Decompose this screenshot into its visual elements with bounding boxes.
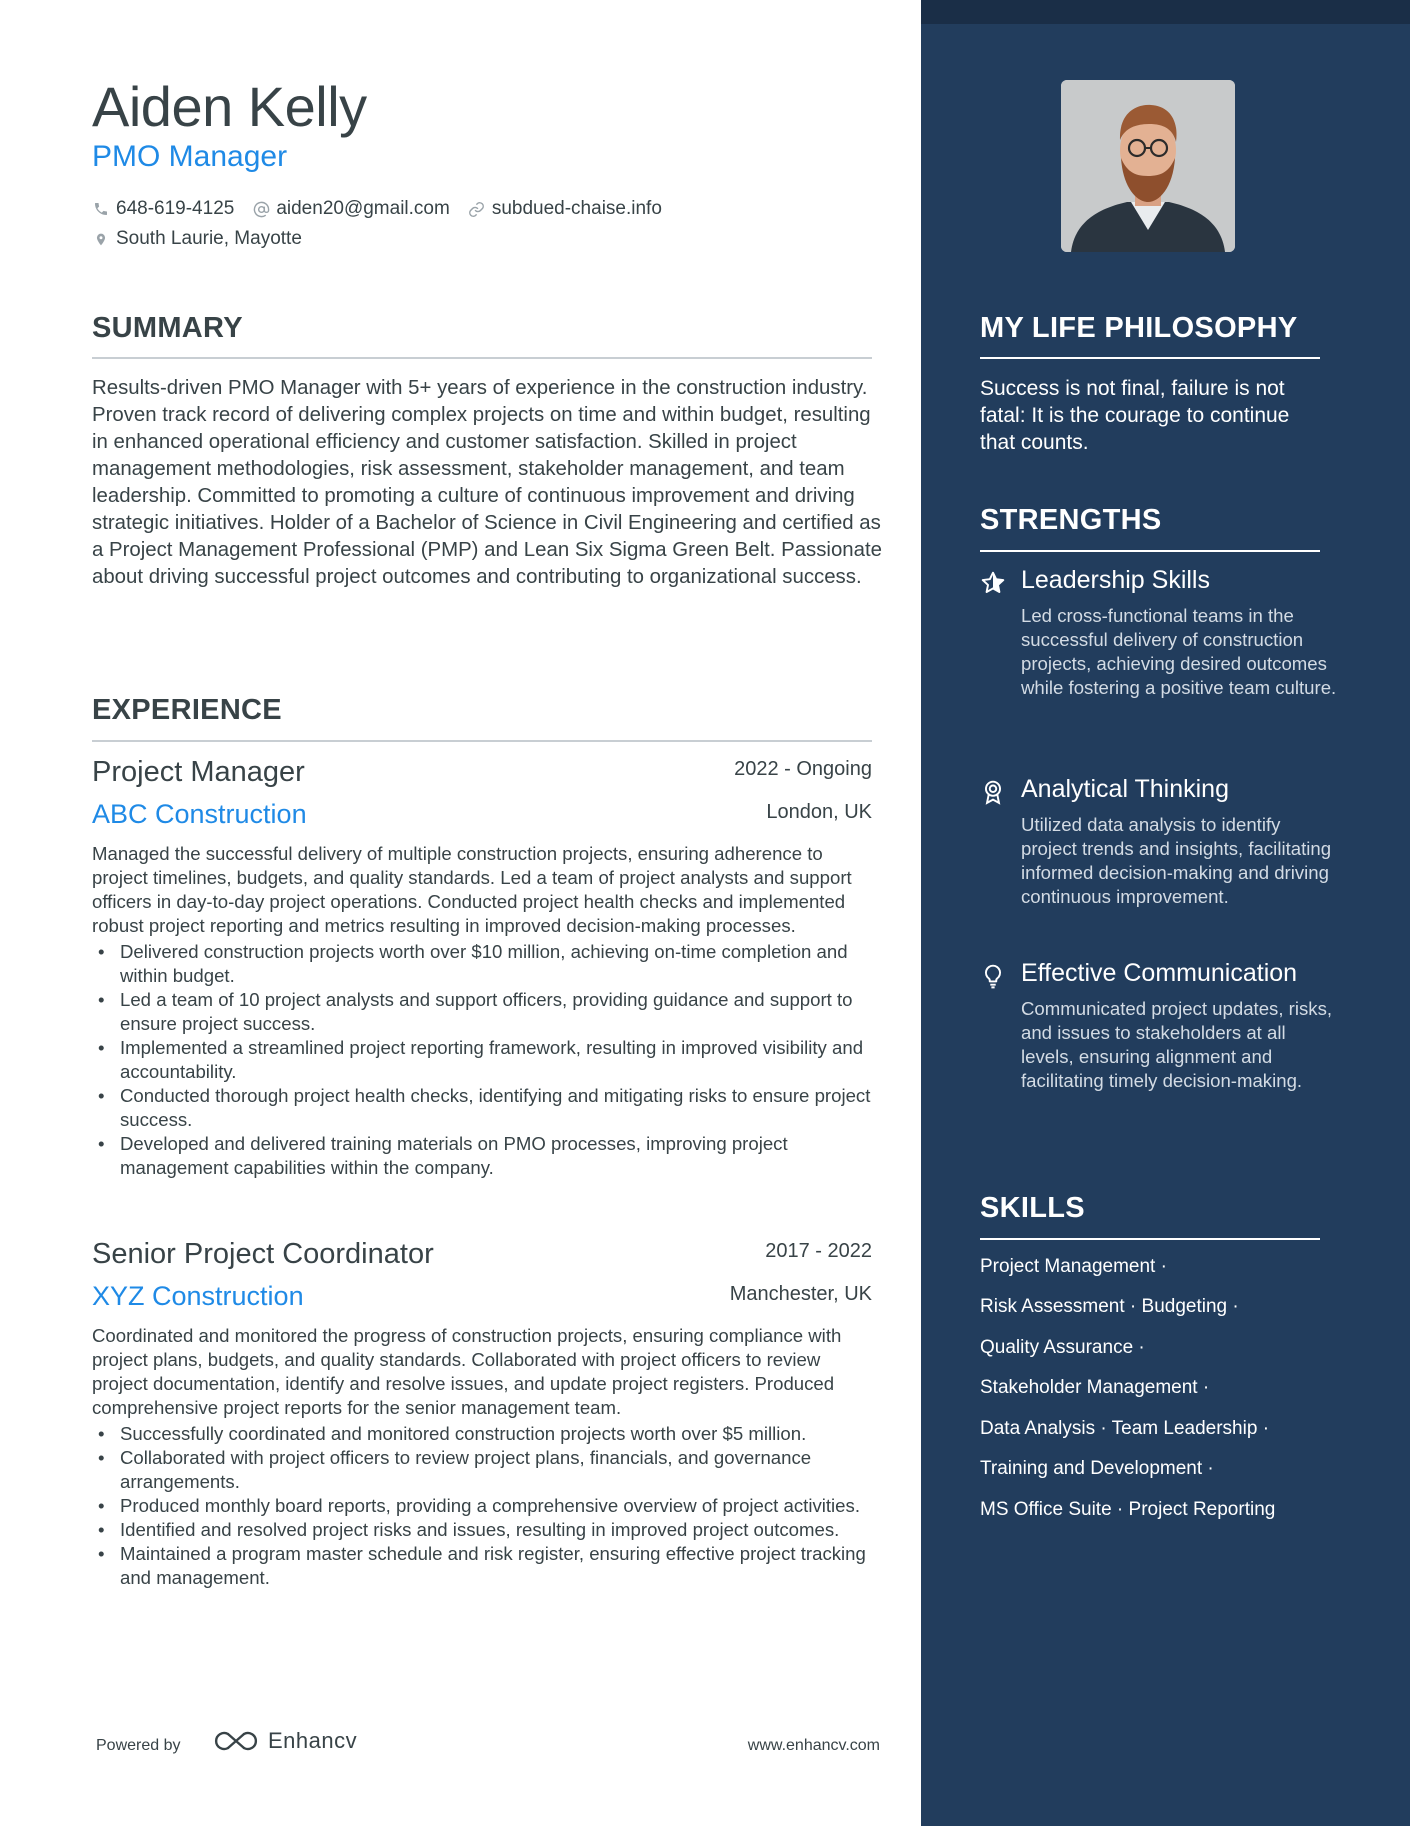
job-role: Project Manager bbox=[92, 756, 305, 788]
experience-divider bbox=[92, 740, 872, 742]
philosophy-divider bbox=[980, 357, 1320, 359]
skills-heading: SKILLS bbox=[980, 1192, 1085, 1224]
summary-text: Results-driven PMO Manager with 5+ years of experience in the construction industry. Proven track record of delivering complex projects on time and within budget, resulting in enhanced operational efficiency and customer satisfaction. Skilled in project management methodologies, risk assessment, stakeholder management, and team leadership. Committed to promoting a culture of continuous improvement and driving strategic initiatives. Holder of a Bachelor of Science in Civil Engineering and certified as a Project Management Professional (PMP) and Lean Six Sigma Green Belt. Passionate about driving successful project outcomes and contributing to organizational success. bbox=[92, 377, 882, 588]
job-company[interactable]: XYZ Construction bbox=[92, 1281, 304, 1311]
enhancv-logo-icon bbox=[214, 1728, 260, 1754]
skills-divider bbox=[980, 1238, 1320, 1240]
at-icon bbox=[252, 200, 270, 218]
bullet-item: • Produced monthly board reports, providing a comprehensive overview of project activities. bbox=[92, 1494, 872, 1518]
skill-row: Stakeholder Management · bbox=[980, 1377, 1210, 1398]
footer-website[interactable]: www.enhancv.com bbox=[747, 1737, 880, 1754]
philosophy-heading: MY LIFE PHILOSOPHY bbox=[980, 312, 1298, 344]
skill-row: MS Office Suite · Project Reporting bbox=[980, 1499, 1276, 1520]
skill-row: Project Management · bbox=[980, 1256, 1167, 1277]
job-description: Coordinated and monitored the progress of construction projects, ensuring compliance with project plans, budgets, and quality standards. Collaborated with project officers to review project documentation, identify and resolve issues, and update project registers. Produced comprehensive project reports for the senior management team. bbox=[92, 1325, 842, 1418]
job-description: Managed the successful delivery of multiple construction projects, ensuring adherence to project timelines, budgets, and quality standards. Led a team of project analysts and support officers in day-to-day project operations. Conducted project health checks and implemented robust project reporting and metrics resulting in improved decision-making processes. bbox=[92, 843, 852, 936]
philosophy-text: Success is not final, failure is not fatal: It is the courage to continue that counts. bbox=[980, 377, 1290, 454]
job-role: Senior Project Coordinator bbox=[92, 1238, 434, 1270]
location-text: South Laurie, Mayotte bbox=[116, 228, 302, 249]
contact-info bbox=[92, 194, 792, 254]
bullet-item: • Led a team of 10 project analysts and support officers, providing guidance and support to ensure project success. bbox=[92, 988, 872, 1036]
phone-icon bbox=[92, 200, 110, 218]
footer bbox=[96, 1728, 880, 1768]
award-icon bbox=[980, 779, 1006, 805]
lightbulb-icon bbox=[980, 963, 1006, 989]
link-icon bbox=[468, 200, 486, 218]
skill-row: Data Analysis · Team Leadership · bbox=[980, 1418, 1270, 1439]
experience-entry bbox=[92, 756, 872, 1180]
bullet-item: • Implemented a streamlined project reporting framework, resulting in improved visibility and accountability. bbox=[92, 1036, 872, 1084]
job-bullets bbox=[92, 940, 872, 1180]
summary-heading: SUMMARY bbox=[92, 312, 243, 344]
strengths-heading: STRENGTHS bbox=[980, 504, 1162, 536]
job-dates: 2017 - 2022 bbox=[765, 1240, 872, 1262]
job-location: London, UK bbox=[766, 801, 872, 823]
bullet-item: • Successfully coordinated and monitored construction projects worth over $5 million. bbox=[92, 1422, 872, 1446]
sidebar-top-bar bbox=[921, 0, 1410, 24]
skill-row: Training and Development · bbox=[980, 1458, 1214, 1479]
website-text: subdued-chaise.info bbox=[491, 198, 662, 219]
experience-heading: EXPERIENCE bbox=[92, 694, 282, 726]
strength-title: Effective Communication bbox=[1021, 959, 1298, 987]
strength-title: Analytical Thinking bbox=[1021, 775, 1229, 803]
profile-photo bbox=[1061, 80, 1235, 252]
candidate-name: Aiden Kelly bbox=[92, 75, 367, 138]
strengths-divider bbox=[980, 550, 1320, 552]
enhancv-brand-text: Enhancv bbox=[268, 1728, 358, 1753]
sidebar bbox=[921, 0, 1410, 1826]
contact-location bbox=[92, 228, 302, 250]
job-company[interactable]: ABC Construction bbox=[92, 799, 307, 829]
bullet-item: • Conducted thorough project health checks, identifying and mitigating risks to ensure project success. bbox=[92, 1084, 872, 1132]
strength-description: Communicated project updates, risks, and issues to stakeholders at all levels, ensuring alignment and facilitating timely decision-making. bbox=[1021, 998, 1333, 1091]
bullet-item: • Collaborated with project officers to review project plans, financials, and governance arrangements. bbox=[92, 1446, 872, 1494]
bullet-item: • Identified and resolved project risks and issues, resulting in improved project outcomes. bbox=[92, 1518, 872, 1542]
candidate-title: PMO Manager bbox=[92, 140, 288, 173]
bullet-item: • Delivered construction projects worth over $10 million, achieving on-time completion and within budget. bbox=[92, 940, 872, 988]
job-location: Manchester, UK bbox=[729, 1283, 872, 1305]
powered-by-label: Powered by bbox=[96, 1737, 181, 1754]
location-pin-icon bbox=[92, 230, 110, 248]
job-bullets bbox=[92, 1422, 872, 1590]
enhancv-logo[interactable] bbox=[214, 1728, 357, 1754]
skill-row: Quality Assurance · bbox=[980, 1337, 1145, 1358]
bullet-item: • Maintained a program master schedule and risk register, ensuring effective project tracking and management. bbox=[92, 1542, 872, 1590]
contact-email[interactable] bbox=[252, 198, 450, 220]
summary-divider bbox=[92, 357, 872, 359]
phone-text: 648-619-4125 bbox=[116, 198, 235, 219]
strength-description: Utilized data analysis to identify project trends and insights, facilitating informed decision-making and driving continuous improvement. bbox=[1021, 814, 1332, 907]
strength-description: Led cross-functional teams in the successful delivery of construction projects, achieving desired outcomes while fostering a positive team culture. bbox=[1021, 605, 1337, 698]
profile-photo-image bbox=[1061, 80, 1235, 252]
bullet-item: • Developed and delivered training materials on PMO processes, improving project management capabilities within the company. bbox=[92, 1132, 872, 1180]
email-text: aiden20@gmail.com bbox=[276, 198, 450, 219]
experience-entry bbox=[92, 1238, 872, 1590]
star-icon bbox=[980, 570, 1006, 596]
strength-title: Leadership Skills bbox=[1021, 566, 1210, 594]
job-dates: 2022 - Ongoing bbox=[734, 758, 872, 780]
skill-row: Risk Assessment · Budgeting · bbox=[980, 1296, 1239, 1317]
contact-website[interactable] bbox=[468, 198, 662, 220]
contact-phone[interactable] bbox=[92, 198, 234, 220]
